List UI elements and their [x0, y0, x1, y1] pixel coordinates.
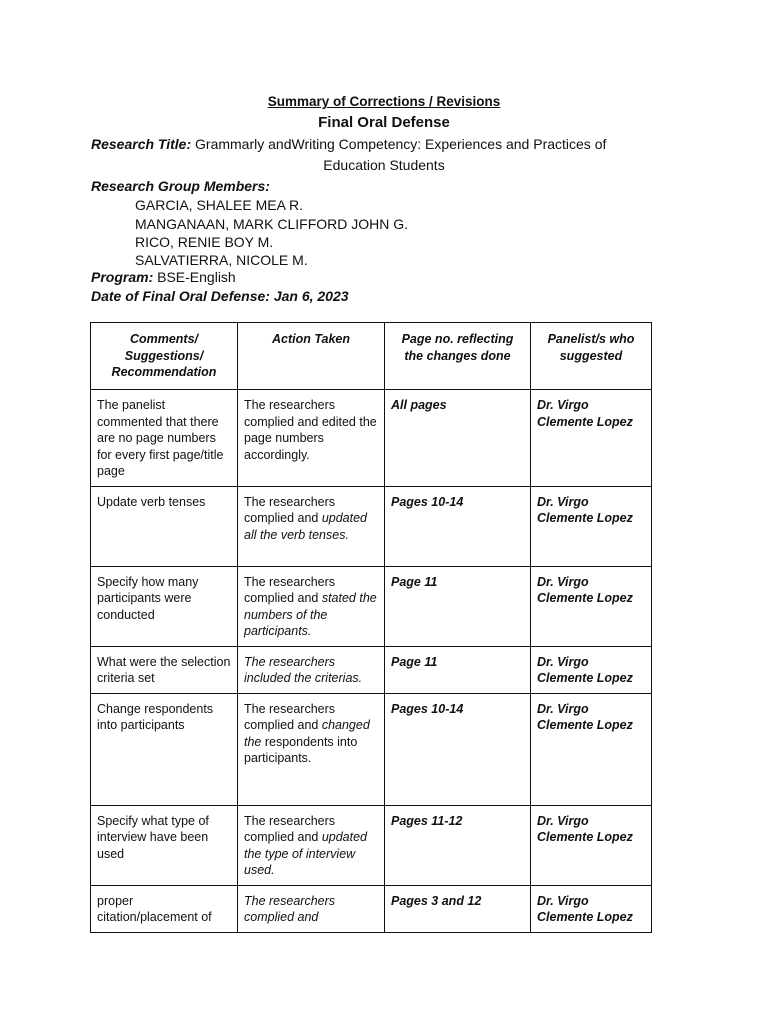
- header-comments: Comments/ Suggestions/ Recommendation: [91, 323, 238, 390]
- action-italic: stated the numbers of the participants.: [244, 591, 377, 638]
- program-label: Program:: [91, 269, 154, 285]
- cell-panelist: Dr. Virgo Clemente Lopez: [531, 486, 652, 566]
- header-action: Action Taken: [238, 323, 385, 390]
- cell-comment: Specify how many participants were conducted: [91, 566, 238, 646]
- cell-panelist: Dr. Virgo Clemente Lopez: [531, 805, 652, 885]
- action-plain: The researchers complied and: [244, 574, 336, 605]
- document-subtitle: Summary of Corrections / Revisions: [267, 94, 501, 109]
- table-row: [91, 486, 652, 566]
- cell-comment: What were the selection criteria set: [91, 646, 238, 693]
- cell-page: Pages 3 and 12: [385, 885, 531, 932]
- action-italic: updated the type of interview used.: [244, 830, 368, 877]
- cell-action: [238, 805, 385, 885]
- table-row: [91, 566, 652, 646]
- member-1: GARCIA, SHALEE MEA R.: [135, 197, 304, 213]
- action-plain: The researchers complied and: [244, 813, 336, 844]
- research-title-line: [91, 136, 606, 152]
- cell-comment: Change respondents into participants: [91, 693, 238, 805]
- cell-panelist: Dr. Virgo Clemente Lopez: [531, 885, 652, 932]
- action-italic: The researchers included the criterias.: [244, 654, 363, 685]
- cell-page: Page 11: [385, 646, 531, 693]
- header-page: Page no. reflecting the changes done: [385, 323, 531, 390]
- cell-comment: Update verb tenses: [91, 486, 238, 566]
- research-title-label: Research Title:: [91, 136, 192, 152]
- header-panelist: Panelist/s who suggested: [531, 323, 652, 390]
- action-italic: changed the: [244, 718, 370, 749]
- cell-panelist: Dr. Virgo Clemente Lopez: [531, 646, 652, 693]
- cell-action: [238, 646, 385, 693]
- cell-action: [238, 390, 385, 487]
- research-title-line-2: Education Students: [323, 157, 445, 173]
- cell-action: [238, 486, 385, 566]
- cell-page: Pages 10-14: [385, 693, 531, 805]
- action-tail: respondents into participants.: [244, 734, 358, 765]
- cell-page: Page 11: [385, 566, 531, 646]
- cell-page: All pages: [385, 390, 531, 487]
- action-italic: updated all the verb tenses.: [244, 511, 368, 542]
- cell-action: [238, 693, 385, 805]
- cell-panelist: Dr. Virgo Clemente Lopez: [531, 693, 652, 805]
- cell-page: Pages 10-14: [385, 486, 531, 566]
- cell-page: Pages 11-12: [385, 805, 531, 885]
- research-title-value-1: Grammarly andWriting Competency: Experiences and Practices of: [191, 136, 607, 152]
- program-value: BSE-English: [153, 269, 236, 285]
- defense-date: Date of Final Oral Defense: Jan 6, 2023: [91, 288, 349, 304]
- program-line: [91, 269, 236, 285]
- cell-panelist: Dr. Virgo Clemente Lopez: [531, 566, 652, 646]
- member-2: MANGANAAN, MARK CLIFFORD JOHN G.: [135, 216, 409, 232]
- member-4: SALVATIERRA, NICOLE M.: [135, 252, 308, 268]
- cell-comment: Specify what type of interview have been used: [91, 805, 238, 885]
- table-row: [91, 805, 652, 885]
- table-row: [91, 885, 652, 932]
- table-row: [91, 646, 652, 693]
- document-title: Final Oral Defense: [318, 114, 450, 131]
- action-plain: The researchers complied and: [244, 494, 336, 525]
- cell-comment: proper citation/placement of: [91, 885, 238, 932]
- table-row: [91, 390, 652, 487]
- corrections-table: [90, 322, 652, 933]
- cell-comment: The panelist commented that there are no page numbers for every first page/title page: [91, 390, 238, 487]
- cell-action: [238, 566, 385, 646]
- action-plain: The researchers complied and edited the page numbers accordingly.: [244, 398, 377, 462]
- action-plain: The researchers complied and: [244, 701, 336, 732]
- action-italic: The researchers complied and: [244, 893, 336, 924]
- members-label: Research Group Members:: [91, 178, 270, 194]
- member-3: RICO, RENIE BOY M.: [135, 234, 274, 250]
- table-row: [91, 693, 652, 805]
- table-header-row: [91, 323, 652, 390]
- cell-action: [238, 885, 385, 932]
- cell-panelist: Dr. Virgo Clemente Lopez: [531, 390, 652, 487]
